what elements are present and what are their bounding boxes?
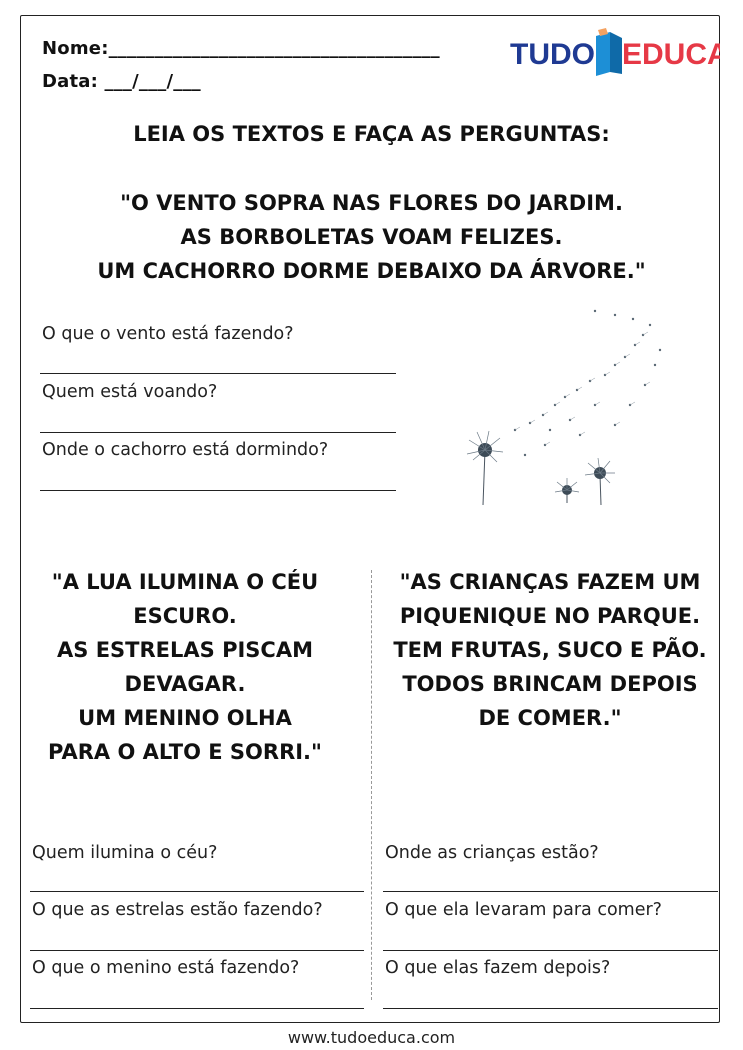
name-field-label: Nome:____________________________________ bbox=[42, 38, 440, 59]
page-border bbox=[20, 15, 720, 1023]
text2-line: AS ESTRELAS PISCAM bbox=[57, 638, 313, 662]
text2-line: DEVAGAR. bbox=[124, 672, 246, 696]
question-dog: Onde o cachorro está dormindo? bbox=[42, 440, 329, 460]
text2-quote bbox=[20, 565, 350, 769]
text2-line: PARA O ALTO E SORRI." bbox=[48, 740, 322, 764]
text3-quote bbox=[380, 565, 720, 735]
text2-line: ESCURO. bbox=[133, 604, 237, 628]
question-stars: O que as estrelas estão fazendo? bbox=[32, 900, 323, 920]
question-moon: Quem ilumina o céu? bbox=[32, 843, 218, 863]
footer-website: www.tudoeduca.com bbox=[287, 1028, 456, 1047]
logo-part1: TUDO bbox=[510, 38, 595, 71]
answer-line[interactable] bbox=[383, 1008, 718, 1009]
date-field-label: Data: ___/___/___ bbox=[42, 71, 201, 92]
dandelion-icon bbox=[455, 305, 670, 510]
text1-line: AS BORBOLETAS VOAM FELIZES. bbox=[180, 225, 563, 249]
logo-part2: EDUCA bbox=[622, 38, 720, 71]
text3-line: PIQUENIQUE NO PARQUE. bbox=[399, 604, 701, 628]
question-after: O que elas fazem depois? bbox=[385, 958, 611, 978]
text2-line: UM MENINO OLHA bbox=[78, 706, 292, 730]
answer-line[interactable] bbox=[40, 373, 396, 374]
tudoeduca-logo bbox=[510, 28, 720, 78]
question-boy: O que o menino está fazendo? bbox=[32, 958, 300, 978]
question-food: O que ela levaram para comer? bbox=[385, 900, 662, 920]
question-wind: O que o vento está fazendo? bbox=[42, 324, 294, 344]
logo-book-icon bbox=[596, 28, 622, 76]
column-divider bbox=[371, 570, 372, 1000]
answer-line[interactable] bbox=[383, 950, 718, 951]
text3-line: TODOS BRINCAM DEPOIS bbox=[402, 672, 698, 696]
answer-line[interactable] bbox=[40, 432, 396, 433]
answer-line[interactable] bbox=[30, 891, 364, 892]
answer-line[interactable] bbox=[40, 490, 396, 491]
answer-line[interactable] bbox=[383, 891, 718, 892]
question-flying: Quem está voando? bbox=[42, 382, 218, 402]
text1-line: "O VENTO SOPRA NAS FLORES DO JARDIM. bbox=[120, 191, 623, 215]
page-title: LEIA OS TEXTOS E FAÇA AS PERGUNTAS: bbox=[133, 122, 610, 146]
answer-line[interactable] bbox=[30, 1008, 364, 1009]
text1-line: UM CACHORRO DORME DEBAIXO DA ÁRVORE." bbox=[97, 259, 646, 283]
answer-line[interactable] bbox=[30, 950, 364, 951]
text3-line: TEM FRUTAS, SUCO E PÃO. bbox=[393, 638, 707, 662]
question-children-where: Onde as crianças estão? bbox=[385, 843, 599, 863]
text2-line: "A LUA ILUMINA O CÉU bbox=[51, 570, 319, 594]
text3-line: "AS CRIANÇAS FAZEM UM bbox=[399, 570, 701, 594]
text1-quote bbox=[0, 186, 743, 288]
text3-line: DE COMER." bbox=[478, 706, 622, 730]
